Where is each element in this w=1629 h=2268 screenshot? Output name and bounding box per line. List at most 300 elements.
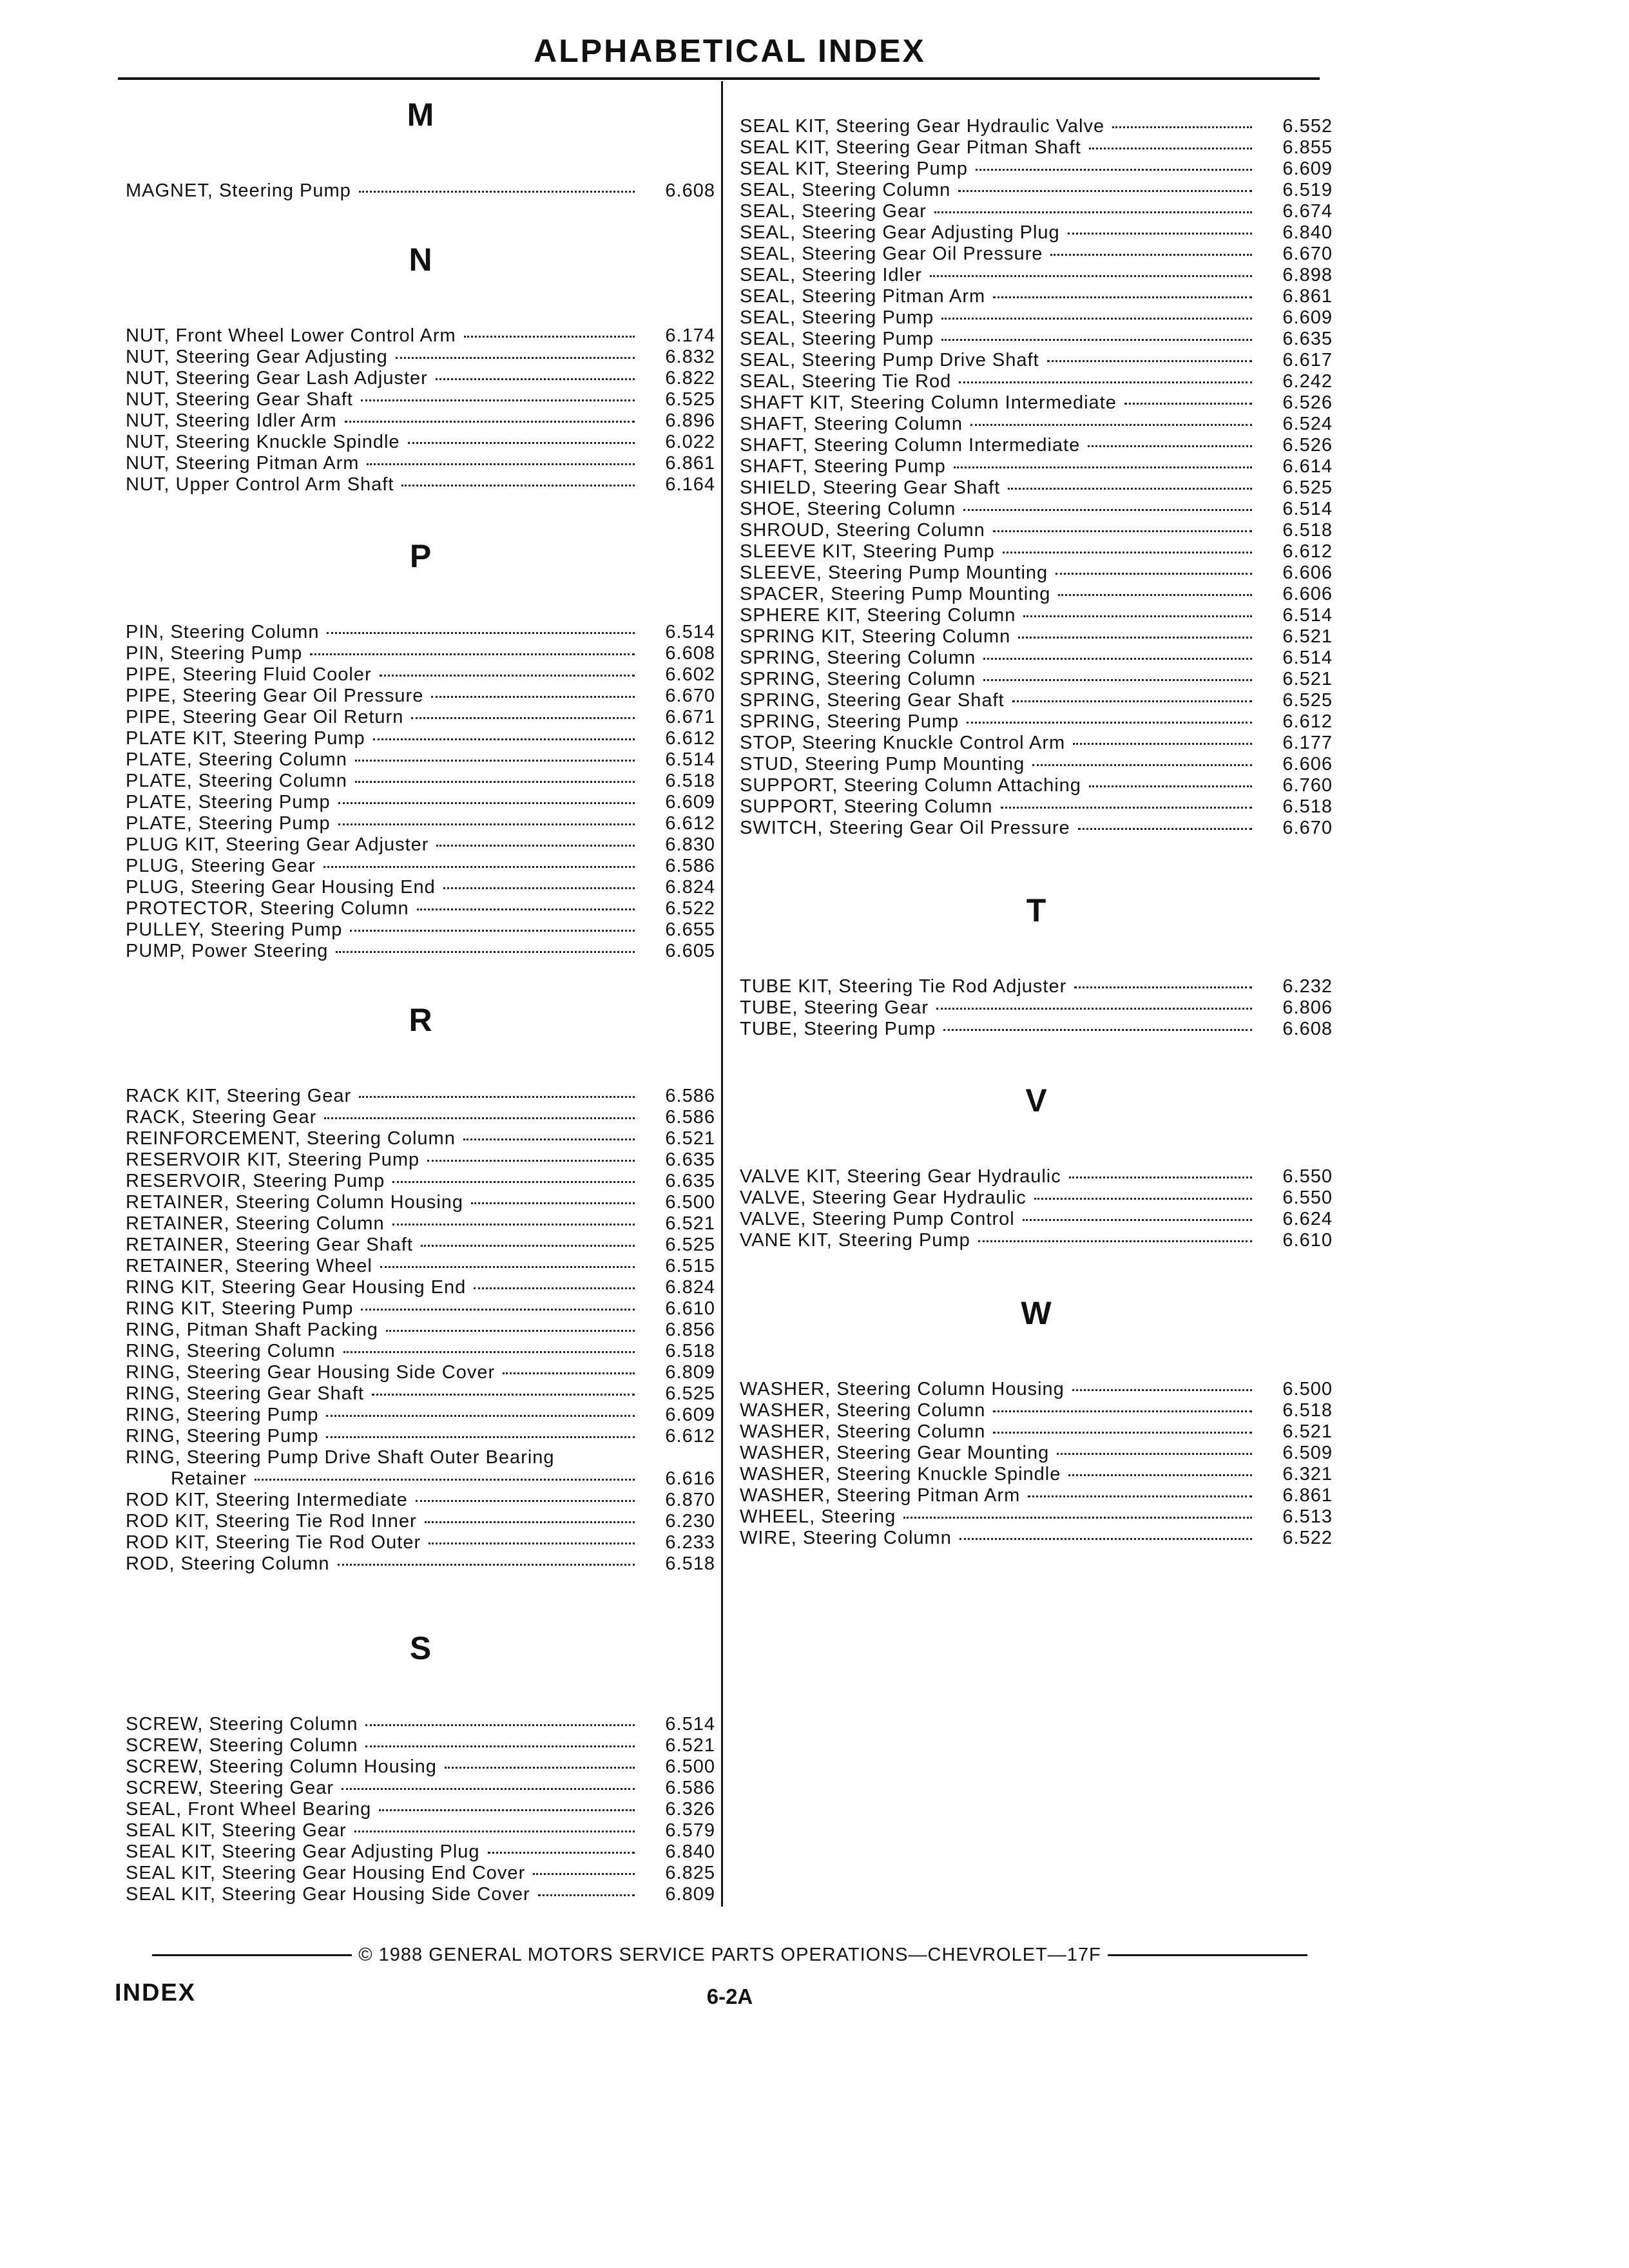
entry-text: RETAINER, Steering Wheel <box>126 1256 372 1276</box>
index-entry <box>126 898 715 919</box>
entry-page-number: 6.514 <box>1282 648 1333 668</box>
entry-text: SLEEVE KIT, Steering Pump <box>740 541 995 562</box>
entry-text: REINFORCEMENT, Steering Column <box>126 1128 456 1149</box>
entry-list <box>126 622 715 962</box>
dot-leader <box>1028 1495 1252 1497</box>
entry-page-number: 6.825 <box>665 1863 715 1883</box>
index-entry <box>126 643 715 664</box>
index-entry <box>126 1820 715 1841</box>
dot-leader <box>1069 1176 1252 1178</box>
index-entry <box>740 626 1333 648</box>
dot-leader <box>1058 593 1252 596</box>
entry-text: PLUG KIT, Steering Gear Adjuster <box>126 834 429 855</box>
entry-text: TUBE KIT, Steering Tie Rod Adjuster <box>740 976 1067 997</box>
footer-rule-left <box>152 1954 352 1956</box>
index-entry <box>740 371 1333 392</box>
dot-leader <box>943 1028 1252 1031</box>
entry-page-number: 6.500 <box>665 1756 715 1777</box>
section-letter: R <box>409 1002 432 1038</box>
index-entry <box>740 1166 1333 1187</box>
entry-page-number: 6.164 <box>665 474 715 495</box>
entry-page-number: 6.624 <box>1282 1209 1333 1229</box>
index-entry <box>126 1841 715 1863</box>
entry-text: RESERVOIR, Steering Pump <box>126 1171 385 1191</box>
entry-text: NUT, Steering Gear Shaft <box>126 389 353 410</box>
entry-page-number: 6.822 <box>665 368 715 389</box>
entry-text: VALVE, Steering Pump Control <box>740 1209 1015 1229</box>
entry-text: WASHER, Steering Knuckle Spindle <box>740 1464 1061 1485</box>
index-entry <box>126 1778 715 1799</box>
entry-page-number: 6.518 <box>1282 1400 1333 1421</box>
dot-leader <box>941 317 1252 320</box>
section-letter: V <box>1025 1082 1047 1119</box>
dot-leader <box>392 1223 635 1225</box>
entry-text: RING, Steering Gear Housing Side Cover <box>126 1362 496 1383</box>
dot-leader <box>425 1521 635 1523</box>
entry-page-number: 6.610 <box>665 1298 715 1319</box>
index-entry <box>126 834 715 856</box>
entry-page-number: 6.515 <box>665 1256 715 1276</box>
entry-text: SEAL KIT, Steering Gear Hydraulic Valve <box>740 116 1105 137</box>
entry-text: PLATE, Steering Pump <box>126 792 331 812</box>
dot-leader <box>408 441 635 444</box>
entry-text: SPACER, Steering Pump Mounting <box>740 584 1051 604</box>
entry-text: SPRING, Steering Column <box>740 648 976 668</box>
entry-page-number: 6.612 <box>1282 711 1333 732</box>
index-entry <box>740 1400 1333 1421</box>
entry-text: SCREW, Steering Column <box>126 1735 358 1756</box>
entry-page-number: 6.609 <box>665 792 715 812</box>
entry-page-number: 6.635 <box>1282 329 1333 349</box>
entry-page-number: 6.521 <box>665 1213 715 1234</box>
index-entry <box>740 541 1333 562</box>
entry-text: VANE KIT, Steering Pump <box>740 1230 970 1251</box>
entry-page-number: 6.809 <box>665 1884 715 1905</box>
index-entry <box>126 813 715 834</box>
index-entry <box>126 686 715 707</box>
dot-leader <box>327 631 635 634</box>
dot-leader <box>1072 1389 1252 1391</box>
index-entry <box>126 1320 715 1341</box>
entry-text: SEAL, Steering Idler <box>740 265 922 285</box>
entry-page-number: 6.586 <box>665 856 715 876</box>
entry-text: SPRING, Steering Gear Shaft <box>740 690 1005 711</box>
entry-list <box>126 1714 715 1905</box>
section-letter: W <box>1021 1295 1052 1331</box>
dot-leader <box>503 1372 635 1374</box>
entry-text: SHAFT, Steering Pump <box>740 456 946 477</box>
entry-text: WASHER, Steering Gear Mounting <box>740 1443 1050 1463</box>
entry-text: WHEEL, Steering <box>740 1506 896 1527</box>
index-entry <box>126 877 715 898</box>
dot-leader <box>323 865 635 868</box>
entry-list <box>126 1086 715 1575</box>
entry-text: SEAL KIT, Steering Gear Housing End Cover <box>126 1863 526 1883</box>
index-entry <box>740 392 1333 414</box>
entry-page-number: 6.840 <box>1282 222 1333 243</box>
index-entry <box>740 669 1333 690</box>
dot-leader <box>1034 1197 1252 1200</box>
index-entry <box>126 1756 715 1778</box>
dot-leader <box>930 274 1252 277</box>
entry-text: PROTECTOR, Steering Column <box>126 898 409 919</box>
dot-leader <box>474 1287 635 1289</box>
index-entry <box>740 1506 1333 1528</box>
entry-text: PLATE, Steering Column <box>126 771 347 791</box>
column-divider <box>721 81 723 1907</box>
dot-leader <box>392 1180 635 1183</box>
index-entry <box>126 728 715 749</box>
entry-page-number: 6.521 <box>1282 669 1333 689</box>
entry-text: SEAL, Steering Tie Rod <box>740 371 952 392</box>
entry-list <box>740 1166 1333 1251</box>
entry-page-number: 6.521 <box>1282 626 1333 647</box>
index-entry <box>740 456 1333 477</box>
entry-page-number: 6.609 <box>665 1405 715 1425</box>
dot-leader <box>1012 700 1252 702</box>
dot-leader <box>255 1478 635 1481</box>
entry-text: SEAL KIT, Steering Gear <box>126 1820 347 1841</box>
index-entry <box>740 307 1333 329</box>
dot-leader <box>361 1308 635 1311</box>
entry-page-number: 6.612 <box>665 813 715 834</box>
entry-text: SPRING, Steering Pump <box>740 711 959 732</box>
entry-list <box>740 116 1333 839</box>
entry-text: NUT, Steering Knuckle Spindle <box>126 432 400 452</box>
index-entry <box>740 414 1333 435</box>
entry-text: SEAL KIT, Steering Gear Adjusting Plug <box>126 1841 480 1862</box>
dot-leader <box>396 356 635 359</box>
dot-leader <box>978 1240 1252 1242</box>
dot-leader <box>416 1499 635 1502</box>
entry-page-number: 6.612 <box>665 1426 715 1446</box>
dot-leader <box>993 530 1252 532</box>
index-entry <box>126 792 715 813</box>
index-entry <box>740 818 1333 839</box>
dot-leader <box>417 908 635 910</box>
dot-leader <box>310 653 635 655</box>
entry-page-number: 6.233 <box>665 1532 715 1553</box>
entry-page-number: 6.832 <box>665 347 715 367</box>
entry-page-number: 6.232 <box>1282 976 1333 997</box>
index-entry <box>740 222 1333 244</box>
entry-page-number: 6.513 <box>1282 1506 1333 1527</box>
entry-text: PLUG, Steering Gear Housing End <box>126 877 436 898</box>
dot-leader <box>350 929 635 932</box>
index-entry <box>740 562 1333 584</box>
entry-text: SPRING, Steering Column <box>740 669 976 689</box>
entry-text: PLATE, Steering Pump <box>126 813 331 834</box>
entry-text: PIPE, Steering Fluid Cooler <box>126 664 372 685</box>
section-letter: T <box>1026 892 1046 928</box>
entry-text: SHAFT KIT, Steering Column Intermediate <box>740 392 1117 413</box>
entry-text: MAGNET, Steering Pump <box>126 180 351 201</box>
index-entry <box>126 1511 715 1532</box>
dot-leader <box>326 1414 635 1417</box>
dot-leader <box>958 189 1252 192</box>
index-entry <box>126 1107 715 1128</box>
entry-text: WASHER, Steering Column <box>740 1400 986 1421</box>
entry-text: RETAINER, Steering Gear Shaft <box>126 1235 413 1255</box>
dot-leader <box>941 338 1252 341</box>
dot-leader <box>1078 827 1252 830</box>
entry-text: NUT, Upper Control Arm Shaft <box>126 474 394 495</box>
entry-text: ROD KIT, Steering Tie Rod Inner <box>126 1511 417 1532</box>
dot-leader <box>436 844 635 847</box>
entry-page-number: 6.550 <box>1282 1166 1333 1187</box>
dot-leader <box>954 466 1252 468</box>
dot-leader <box>380 674 635 677</box>
dot-leader <box>959 1537 1252 1540</box>
index-entry <box>740 1379 1333 1400</box>
entry-text: NUT, Front Wheel Lower Control Arm <box>126 325 456 346</box>
entry-page-number: 6.830 <box>665 834 715 855</box>
entry-text: PULLEY, Steering Pump <box>126 919 343 940</box>
index-entry <box>740 244 1333 265</box>
section-letter: P <box>409 538 432 574</box>
entry-page-number: 6.608 <box>665 643 715 664</box>
entry-text: TUBE, Steering Pump <box>740 1019 936 1039</box>
entry-text: SCREW, Steering Column Housing <box>126 1756 437 1777</box>
footer-copyright-line <box>0 1945 1460 1966</box>
entry-text: RETAINER, Steering Column Housing <box>126 1192 464 1213</box>
entry-text: RING, Steering Pump Drive Shaft Outer Bearing <box>126 1447 555 1468</box>
entry-text: SPRING KIT, Steering Column <box>740 626 1011 647</box>
dot-leader <box>1001 806 1252 809</box>
entry-text: SHAFT, Steering Column Intermediate <box>740 435 1081 456</box>
entry-text: TUBE, Steering Gear <box>740 997 929 1018</box>
index-entry <box>126 1553 715 1575</box>
dot-leader <box>533 1872 635 1875</box>
entry-text: SHROUD, Steering Column <box>740 520 985 541</box>
dot-leader <box>342 1787 635 1790</box>
dot-leader <box>421 1244 635 1247</box>
entry-page-number: 6.174 <box>665 325 715 346</box>
entry-page-number: 6.500 <box>1282 1379 1333 1399</box>
dot-leader <box>983 678 1252 681</box>
dot-leader <box>993 296 1252 298</box>
entry-text: SEAL, Steering Column <box>740 180 951 200</box>
index-entry <box>126 1490 715 1511</box>
entry-page-number: 6.635 <box>665 1171 715 1191</box>
entry-page-number: 6.824 <box>665 1277 715 1298</box>
dot-leader <box>903 1516 1252 1519</box>
dot-leader <box>1073 742 1252 745</box>
entry-page-number: 6.525 <box>665 389 715 410</box>
entry-text: VALVE KIT, Steering Gear Hydraulic <box>740 1166 1061 1187</box>
dot-leader <box>338 1563 635 1566</box>
entry-page-number: 6.809 <box>665 1362 715 1383</box>
index-entry <box>740 997 1333 1019</box>
dot-leader <box>1023 615 1252 617</box>
index-entry <box>740 116 1333 137</box>
index-entry <box>740 584 1333 605</box>
dot-leader <box>538 1894 635 1896</box>
entry-text: SLEEVE, Steering Pump Mounting <box>740 562 1048 583</box>
index-entry <box>126 453 715 474</box>
entry-text: SEAL, Steering Pump Drive Shaft <box>740 350 1039 370</box>
entry-page-number: 6.856 <box>665 1320 715 1340</box>
entry-text: PLUG, Steering Gear <box>126 856 316 876</box>
entry-page-number: 6.518 <box>665 771 715 791</box>
dot-leader <box>401 484 635 486</box>
dot-leader <box>355 759 635 762</box>
entry-text: SUPPORT, Steering Column Attaching <box>740 775 1081 796</box>
entry-text: RING, Steering Pump <box>126 1405 319 1425</box>
index-entry <box>126 1171 715 1192</box>
index-entry <box>126 410 715 432</box>
dot-leader <box>471 1202 635 1204</box>
index-entry <box>126 1149 715 1171</box>
entry-text: PUMP, Power Steering <box>126 941 329 961</box>
dot-leader <box>379 1809 635 1811</box>
entry-page-number: 6.870 <box>665 1490 715 1510</box>
index-entry <box>740 1187 1333 1209</box>
index-entry <box>126 1468 715 1490</box>
index-entry <box>126 664 715 686</box>
entry-text: ROD KIT, Steering Tie Rod Outer <box>126 1532 421 1553</box>
entry-text: NUT, Steering Idler Arm <box>126 410 337 431</box>
index-entry <box>740 605 1333 626</box>
dot-leader <box>343 1350 635 1353</box>
index-entry <box>740 690 1333 711</box>
entry-page-number: 6.521 <box>665 1735 715 1756</box>
footer-copyright: © 1988 GENERAL MOTORS SERVICE PARTS OPERATIONS—CHEVROLET—17F <box>358 1945 1101 1965</box>
dot-leader <box>959 381 1252 383</box>
entry-text: STUD, Steering Pump Mounting <box>740 754 1025 774</box>
entry-page-number: 6.609 <box>1282 159 1333 179</box>
entry-page-number: 6.610 <box>1282 1230 1333 1251</box>
index-entry <box>740 329 1333 350</box>
index-entry <box>740 350 1333 371</box>
index-entry <box>740 499 1333 520</box>
dot-leader <box>936 1007 1252 1010</box>
index-entry <box>740 733 1333 754</box>
entry-page-number: 6.022 <box>665 432 715 452</box>
entry-text: RING, Steering Column <box>126 1341 336 1361</box>
entry-text: ROD, Steering Column <box>126 1553 330 1574</box>
dot-leader <box>1057 1452 1252 1455</box>
entry-page-number: 6.509 <box>1282 1443 1333 1463</box>
dot-leader <box>970 423 1252 426</box>
dot-leader <box>345 420 635 423</box>
index-entry <box>126 1213 715 1235</box>
dot-leader <box>372 1393 635 1396</box>
entry-text: WASHER, Steering Pitman Arm <box>740 1485 1021 1506</box>
entry-text: RACK, Steering Gear <box>126 1107 317 1128</box>
entry-page-number: 6.606 <box>1282 562 1333 583</box>
index-entry <box>126 707 715 728</box>
entry-text: RING, Steering Pump <box>126 1426 319 1446</box>
entry-page-number: 6.177 <box>1282 733 1333 753</box>
dot-leader <box>436 378 635 380</box>
entry-text: SHIELD, Steering Gear Shaft <box>740 477 1001 498</box>
index-entry <box>126 1799 715 1820</box>
dot-leader <box>427 1159 635 1162</box>
entry-list <box>740 976 1333 1040</box>
entry-page-number: 6.612 <box>665 728 715 749</box>
entry-text: NUT, Steering Gear Lash Adjuster <box>126 368 428 389</box>
index-entry <box>126 771 715 792</box>
entry-text: PLATE, Steering Column <box>126 749 347 770</box>
index-entry <box>126 1714 715 1735</box>
entry-page-number: 6.898 <box>1282 265 1333 285</box>
dot-leader <box>354 1830 635 1832</box>
index-entry <box>126 622 715 643</box>
entry-page-number: 6.522 <box>665 898 715 919</box>
index-entry <box>126 347 715 368</box>
entry-text: WASHER, Steering Column <box>740 1421 986 1442</box>
index-entry <box>740 976 1333 997</box>
entry-page-number: 6.586 <box>665 1778 715 1798</box>
entry-page-number: 6.514 <box>665 622 715 642</box>
entry-page-number: 6.518 <box>665 1341 715 1361</box>
dot-leader <box>367 463 635 465</box>
footer-page-number: 6-2A <box>706 1984 753 2008</box>
dot-leader <box>967 721 1252 724</box>
entry-page-number: 6.526 <box>1282 435 1333 456</box>
footer-rule-right <box>1108 1954 1307 1956</box>
dot-leader <box>1112 126 1252 128</box>
dot-leader <box>1050 253 1252 256</box>
entry-page-number: 6.321 <box>1282 1464 1333 1485</box>
dot-leader <box>380 1265 635 1268</box>
index-entry <box>126 368 715 389</box>
entry-page-number: 6.525 <box>1282 477 1333 498</box>
entry-page-number: 6.861 <box>1282 1485 1333 1506</box>
entry-page-number: 6.525 <box>665 1235 715 1255</box>
entry-text: Retainer <box>171 1468 247 1489</box>
entry-page-number: 6.840 <box>665 1841 715 1862</box>
entry-text: SEAL KIT, Steering Pump <box>740 159 968 179</box>
entry-text: NUT, Steering Pitman Arm <box>126 453 360 474</box>
entry-text: PIN, Steering Column <box>126 622 320 642</box>
page-title: ALPHABETICAL INDEX <box>534 33 926 69</box>
dot-leader <box>934 211 1252 213</box>
index-entry <box>126 1192 715 1213</box>
entry-text: SEAL, Steering Gear <box>740 201 927 222</box>
index-entry <box>740 435 1333 456</box>
dot-leader <box>1124 402 1252 405</box>
dot-leader <box>1032 764 1252 766</box>
entry-text: STOP, Steering Knuckle Control Arm <box>740 733 1066 753</box>
entry-text: SEAL KIT, Steering Gear Housing Side Cover <box>126 1884 530 1905</box>
entry-page-number: 6.896 <box>665 410 715 431</box>
index-entry <box>126 432 715 453</box>
entry-list <box>126 180 715 202</box>
dot-leader <box>1089 785 1252 787</box>
dot-leader <box>963 508 1252 511</box>
dot-leader <box>429 1542 635 1544</box>
entry-page-number: 6.608 <box>1282 1019 1333 1039</box>
dot-leader <box>365 1745 635 1747</box>
entry-text: SEAL, Steering Pump <box>740 307 934 328</box>
entry-text: RING KIT, Steering Pump <box>126 1298 354 1319</box>
entry-page-number: 6.617 <box>1282 350 1333 370</box>
entry-page-number: 6.824 <box>665 877 715 898</box>
index-entry <box>126 1362 715 1383</box>
entry-page-number: 6.518 <box>1282 520 1333 541</box>
entry-page-number: 6.514 <box>665 749 715 770</box>
entry-page-number: 6.612 <box>1282 541 1333 562</box>
entry-page-number: 6.806 <box>1282 997 1333 1018</box>
index-entry <box>126 1086 715 1107</box>
entry-page-number: 6.552 <box>1282 116 1333 137</box>
entry-page-number: 6.500 <box>665 1192 715 1213</box>
dot-leader <box>443 887 635 889</box>
entry-text: SCREW, Steering Gear <box>126 1778 334 1798</box>
entry-page-number: 6.605 <box>665 941 715 961</box>
